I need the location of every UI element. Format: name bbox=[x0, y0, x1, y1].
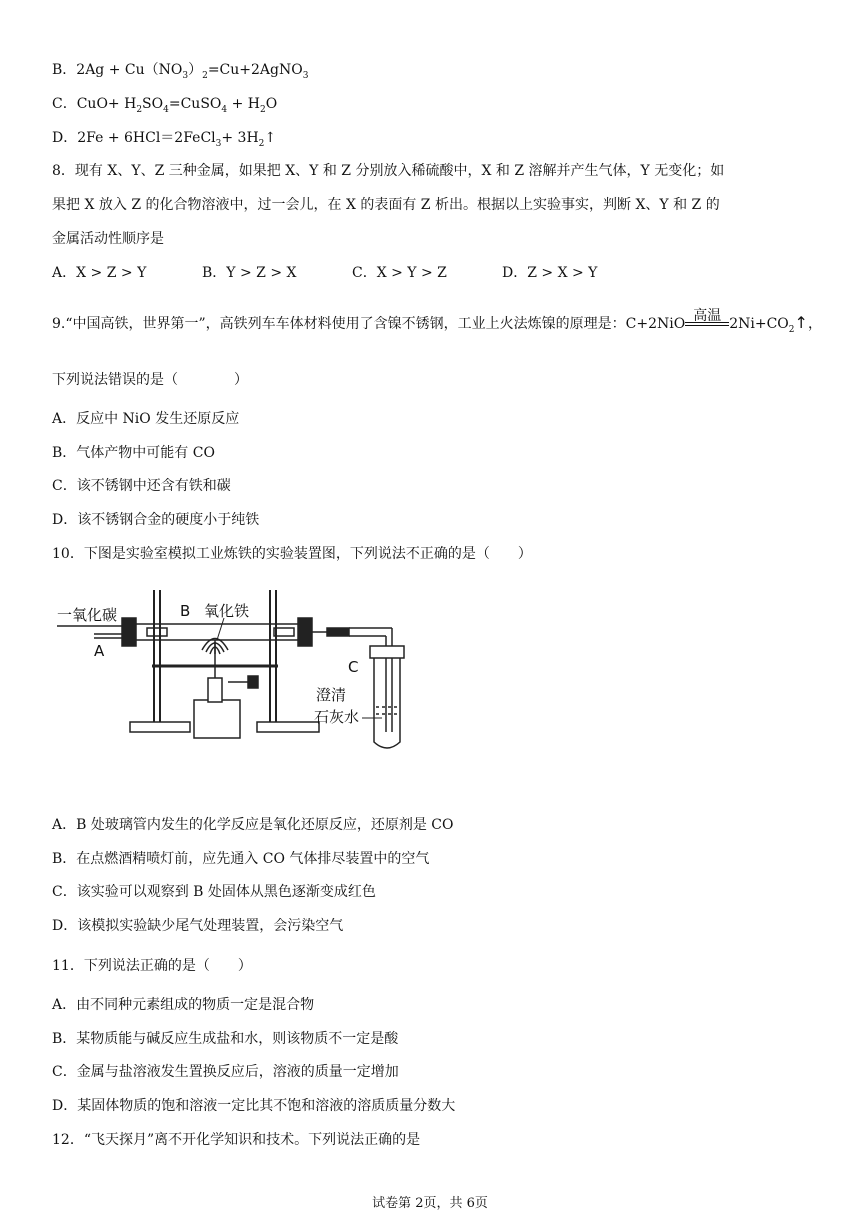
q9-stem-text: 9.“中国高铁，世界第一”，高铁列车车体材料使用了含镍不锈钢，工业上火法炼镍的原理是：C+2NiO bbox=[52, 316, 686, 332]
q7-c-part2: SO bbox=[142, 96, 164, 112]
q7-c-part4: + H bbox=[227, 96, 260, 112]
iron-smelting-apparatus-figure bbox=[52, 582, 432, 752]
q9-stem bbox=[52, 308, 822, 340]
q9-tail: ， bbox=[807, 316, 822, 332]
q8-stem-line1: 8．现有 X、Y、Z 三种金属，如果把 X、Y 和 Z 分别放入稀硫酸中，X 和 Z 溶解并产生气体，Y 无变化；如 bbox=[52, 163, 725, 179]
label-b: B bbox=[180, 602, 191, 620]
q9-sub: 2 bbox=[788, 324, 795, 335]
q11-option-c: C．金属与盐溶液发生置换反应后，溶液的质量一定增加 bbox=[52, 1064, 399, 1080]
q11-stem: 11．下列说法正确的是（ ） bbox=[52, 958, 252, 974]
q7-c-part1: C．CuO+ H bbox=[52, 96, 137, 112]
q11-option-a: A．由不同种元素组成的物质一定是混合物 bbox=[52, 997, 315, 1013]
q10-option-c: C．该实验可以观察到 B 处固体从黑色逐渐变成红色 bbox=[52, 884, 376, 900]
q9-product: 2Ni+CO bbox=[729, 316, 789, 332]
q11-option-b: B．某物质能与碱反应生成盐和水，则该物质不一定是酸 bbox=[52, 1031, 399, 1047]
q8-options bbox=[52, 263, 752, 283]
q11-option-d: D．某固体物质的饱和溶液一定比其不饱和溶液的溶质质量分数大 bbox=[52, 1098, 456, 1114]
page-footer: 试卷第 2页，共 6页 bbox=[372, 1196, 488, 1211]
q7-option-b-paren: ） bbox=[188, 62, 203, 78]
q7-d-part1: D．2Fe + 6HCl＝2FeCl bbox=[52, 130, 216, 146]
q8-option-b: B．Y > Z > X bbox=[202, 265, 297, 281]
q7-option-b-end: =Cu+2AgNO bbox=[207, 62, 303, 78]
q9-option-a: A．反应中 NiO 发生还原反应 bbox=[52, 411, 240, 427]
q10-option-d: D．该模拟实验缺少尾气处理装置，会污染空气 bbox=[52, 918, 344, 934]
q7-option-d: D．2Fe + 6HCl＝2FeCl$_3$+ $3H_2↑$ bbox=[52, 130, 277, 149]
q7-option-b: B．$2Ag + Cu(NO_3)_2=Cu+2AgNO_3$ bbox=[52, 62, 309, 81]
q10-stem: 10．下图是实验室模拟工业炼铁的实验装置图，下列说法不正确的是（ ） bbox=[52, 546, 532, 562]
q9-condition: 高温 bbox=[693, 308, 722, 324]
q10-option-a: A．B 处玻璃管内发生的化学反应是氧化还原反应，还原剂是 CO bbox=[52, 817, 454, 833]
q12-stem: 12．“飞天探月”离不开化学知识和技术。下列说法正确的是 bbox=[52, 1132, 421, 1148]
label-c: C bbox=[348, 658, 359, 676]
q7-option-b-text: B．2Ag + Cu（NO bbox=[52, 62, 183, 78]
q7-d-arrow: ↑ bbox=[264, 130, 277, 146]
label-a: A bbox=[94, 642, 105, 660]
q9-option-d: D．该不锈钢合金的硬度小于纯铁 bbox=[52, 512, 260, 528]
q8-option-c: C．X > Y > Z bbox=[352, 265, 447, 281]
q7-c-part5: O bbox=[265, 96, 278, 112]
up-arrow-icon: ↑ bbox=[794, 313, 808, 332]
limewater-label-line2: 石灰水 bbox=[314, 708, 360, 726]
q7-d-part2: + 3H bbox=[221, 130, 259, 146]
q10-option-b: B．在点燃酒精喷灯前，应先通入 CO 气体排尽装置中的空气 bbox=[52, 851, 430, 867]
q8-stem-line2: 果把 X 放入 Z 的化合物溶液中，过一会儿，在 X 的表面有 Z 析出。根据以上实验事实，判断 X、Y 和 Z 的 bbox=[52, 197, 720, 213]
q9-line2: 下列说法错误的是（ ） bbox=[52, 372, 248, 388]
q8-option-d: D．Z > X > Y bbox=[502, 265, 598, 281]
co-label: 一氧化碳 bbox=[57, 606, 118, 624]
limewater-label-line1: 澄清 bbox=[316, 686, 347, 704]
iron-oxide-label: 氧化铁 bbox=[204, 602, 250, 620]
q9-option-c: C．该不锈钢中还含有铁和碳 bbox=[52, 478, 231, 494]
q8-option-a: A．X > Z > Y bbox=[52, 265, 147, 281]
q7-option-c: C．$CuO+ H_2SO_4=CuSO_4 + H_2O$ bbox=[52, 96, 278, 115]
q7-c-part3: =CuSO bbox=[168, 96, 222, 112]
q8-stem-line3: 金属活动性顺序是 bbox=[52, 231, 164, 247]
q9-option-b: B．气体产物中可能有 CO bbox=[52, 445, 215, 461]
